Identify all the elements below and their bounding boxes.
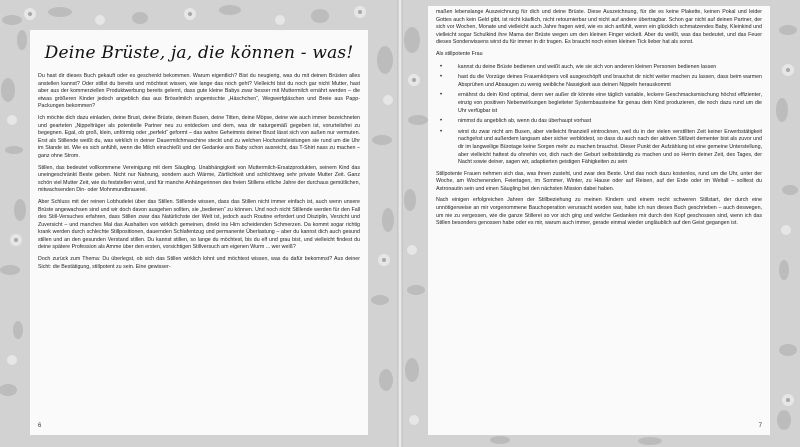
page-number: 7	[758, 423, 762, 430]
body-paragraph: Stillpotente Frauen nehmen sich das, was ihnen zusteht, und zwar des Beste. Und das noch dazu kostenlos, rund um die Uhr, unter der Woche, am Wochenenden, Feiertagen, im Sommer, Winter, zu Hause oder auf Reisen, auf der Erde oder im Weltall – solltest du Astronautin sein und einen Säugling bei den nächsten Mission dabei haben.	[436, 170, 762, 192]
list-item: • hast du die Vorzüge deines Frauenkörpers voll ausgeschöpft und brauchst dir nicht weiter machen zu lassen, dass beim warmen Absprühen und Absaugen zu wenig weibliche Nassigkeit aus deinen Nippeln herauskommt	[436, 74, 762, 89]
page-number: 6	[38, 423, 42, 430]
body-paragraph: Nach einigen erfolgreichen Jahren der Stillbeziehung zu meinen Kindern und einem recht schweren Stillstart, der durch eine unnötigerweise an mir vorgenommene Bauchoperation verursacht worden war, habe ich nun dieses Buch geschrieben – auch deswegen, um nie zu vergessen, wie die ganze Stillerei so vor sich ging und welche Gedanken mir durch den Kopf geschossen sind, wenn ich das Stillen besonders genossen habe oder es mir, warum auch immer, gerade einmal wieder ungläublich auf den Geist gegangen ist.	[436, 197, 762, 227]
body-paragraph: Doch zurück zum Thema: Du überlegst, ob sich das Stillen wirklich lohnt und möchtest wissen, was du dafür bekommst? Aus deiner Sicht: die Bestätigung, stillpotent zu sein. Eine gewisser-	[38, 256, 360, 270]
body-paragraph: Du hast dir dieses Buch gekauft oder es geschenkt bekommen. Warum eigentlich? Bist du neugierig, was du mit deinen Brüsten alles anstellen kannst? Oder stillst du bereits und möchtest wissen, wie lange das noch geht? Vielleicht bist du noch gar nicht Mutter, hast aber aus der kommerziellen Produktwerbung bereits gelernt, dass gute kleine Babys zwar besser mit Muttermilch ernährt werden – die etwas größeren Kinder jedoch angeblich das aus Bröselmilch angemischte „Häschchen“, Wegwerfgläschen und Breie aus Papp-Packungen bekommen?	[38, 73, 360, 110]
list-item: • wirst du zwar nicht am Busen, aber vielleicht finanziell eintrocknen, weil du in der vielen verstillten Zeit keiner Erwerbstätigkeit nachgehst und außerdem langsam aber sicher verblödest, so dass du auch nach der aktiven Stillzeit dementer bist als zuvor und dir im langweilige Bürotage keine Sorgen mehr zu machen brauchst. Dieser Punkt der Aufzählung ist eine gemeine Unterstellung, aber vielleicht hattest du ohnehin vor, dich nach der Geburt selbstständig zu machen und so Herrin deiner Zeit, des Tages, der Nacht sowie deiner, sagen wir, adaptierten geistigen Fähigkeiten zu sein	[436, 129, 762, 167]
body-paragraph: Stillen, das bedeutet vollkommene Vereinigung mit dem Säugling. Unabhängigkeit von Muttermilch-Ersatzprodukten, seinem Kind das uneingeschränkt Beste geben. Nicht nur Nahrung, sondern auch Wärme, Zärtlichkeit und schlichtweg sehr private Mutter Zeit. Ganz schön viel Mutter Zeit, wie du feststellen wirst, und für manche Anhängerinnen des freien Stillens etliche Jahre der durchaus gemütlichen, mitwachsenden Din- oder Mohnmundbrauerei.	[38, 164, 360, 194]
body-paragraph: Ich möchte dich dazu einladen, deine Brust, deine Brüste, deinen Busen, deine Titten, deine Möpse, deine wie auch immer bezeichneten und gearteten „Nippelträger als potentielle Partner neu zu entdecken und dem, was dir naturgemäß gegeben ist, vorurteilsfrei zu begegnen. Egal, ob groß, klein, unförmig oder „perfekt“ geformt – das wahre Geheimnis deiner Brust lässt sich von außen nur vermuten. Erst als Stillende weißt du, was wirklich in deiner Dauermilchmaschine steckt und zu welchen Hochzeitsleistungen sie rund um die Uhr im Stande ist. Wie es sich anfühlt, wenn die Milch einschießt und der Gedanke ans Baby schon ausreicht, das T-Shirt nass zu machen – ganz ohne Strom.	[38, 114, 360, 159]
list-item: • nimmst du angeblich ab, wenn du das überhaupt vorhast	[436, 118, 762, 126]
list-item: • ernährst du dein Kind optimal, denn wer außer dir könnte eine täglich variable, leckere Geschmacksmischung höchst effizienter, einzig von positiven Nebenwirkungen begleiteter Systembausteine für genau dein Kind produzieren, die noch dazu rund um die Uhr verfügbar ist	[436, 92, 762, 115]
list-heading: Als stillpotente Frau	[436, 50, 483, 57]
right-text-box	[428, 6, 770, 435]
left-text-box	[30, 30, 368, 435]
bullet-list	[436, 64, 762, 167]
list-item: • kannst du deine Brüste bedienen und weißt auch, wie sie sich von anderen kleinen Personen bedienen lassen	[436, 64, 762, 72]
body-paragraph: Aber Schluss mit der reinen Lobhudelei über das Stillen. Stillende wissen, dass das Stillen nicht immer einfach ist, auch wenn unsere Brüste angewachsen sind und wir doch davon ausgehen sollten, sie „bedienen“ zu können. Und noch nicht Stillende werden für den Fall des Still-Versuches erfahren, dass Stillen zwar das Natürlichste der Welt ist, jedoch auch Routine erfordert und Disziplin, Verzicht und Zuversicht – und manches Mal das Aushalten von wirklich gemeinen, direkt ins Hirn scheidenden Schmerzen. Da kommt sogar richtig krank werden durch schlechte Stillpositionen, dauernden Schlafentzug und permanente Überlastung – aber du kannst dich auch gesund stillen und an den gesunden Verstand stillen. Du kannst stillen, so lange du möchtest, bis du elf und grau bist, und vielleicht findest du deine spätere Profession als Amme über den ersten, vorsichtigen Stillversuch am eigenen Wurm ... wer weiß?	[38, 198, 360, 251]
book-gutter	[397, 0, 403, 447]
right-page	[400, 0, 800, 447]
body-paragraph: maßen lebenslange Auszeichnung für dich und deine Brüste. Diese Auszeichnung, für die es keine Plakette, keinen Pokal und leider Gottes auch kein Geld gibt, ist nicht käuflich, nicht retournierbar und nicht auf andere übertragbar. Schon gar nicht auf deinen Partner, der sich vor Wochen, Monate und vielleicht auch Jahre fragen wird, wie es sich anfühlt, wenn ein glücklich schmatzendes Baby, Kleinkind und vielleicht sogar Schulkind ihre Mama der Brüste wegen um den kleinen Finger wickelt. Aber du weißt, was das bedeutet, und das Feuer dieses Sonderwissens wirst du für immer in dir tragen. Es braucht noch einen kleinen Tick lieber hat als sonst.	[436, 9, 762, 46]
chapter-title: Deine Brüste, ja, die können - was!	[44, 43, 354, 63]
